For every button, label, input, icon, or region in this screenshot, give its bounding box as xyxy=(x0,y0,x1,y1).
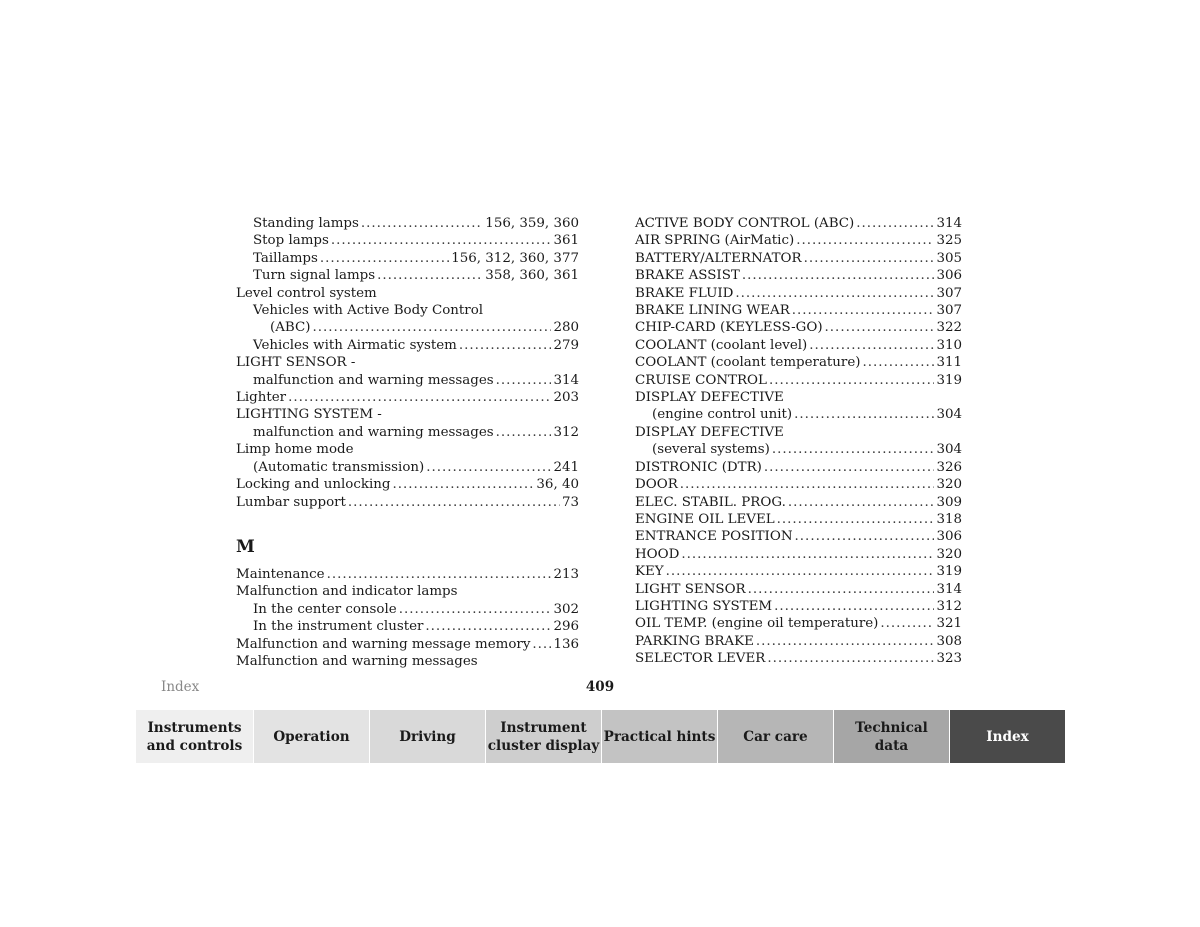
index-entry xyxy=(635,354,962,371)
entry-label: In the center console xyxy=(253,601,397,617)
dot-leader xyxy=(756,633,935,650)
page-number: 409 xyxy=(585,679,615,695)
index-entry xyxy=(236,232,579,249)
dot-leader xyxy=(681,546,934,563)
entry-page-reference[interactable]: 319 xyxy=(936,564,962,580)
entry-label: DOOR xyxy=(635,477,678,493)
dot-leader xyxy=(748,581,935,598)
chapter-tab-practical-hints[interactable] xyxy=(601,710,717,763)
entry-page-reference[interactable]: 302 xyxy=(553,601,579,617)
entry-label: LIGHT SENSOR - xyxy=(236,355,356,371)
entry-page-reference[interactable]: 312 xyxy=(936,598,962,614)
dot-leader xyxy=(327,566,552,583)
index-entry xyxy=(635,337,962,354)
dot-leader xyxy=(794,406,934,423)
dot-leader xyxy=(774,598,934,615)
entry-label: malfunction and warning messages xyxy=(253,424,494,440)
dot-leader xyxy=(735,285,934,302)
entry-label: ACTIVE BODY CONTROL (ABC) xyxy=(635,216,855,231)
index-entry xyxy=(635,215,962,232)
index-column-left xyxy=(236,215,579,670)
entry-page-reference[interactable]: 358, 360, 361 xyxy=(485,268,579,284)
index-entry xyxy=(236,302,579,319)
dot-leader xyxy=(795,528,935,545)
entry-label: malfunction and warning messages xyxy=(253,372,494,388)
entry-page-reference[interactable]: 307 xyxy=(936,285,962,301)
entry-label: Stop lamps xyxy=(253,233,329,249)
entry-label: COOLANT (coolant temperature) xyxy=(635,355,861,371)
entry-page-reference[interactable]: 296 xyxy=(553,619,579,635)
display-messages-list xyxy=(635,215,962,668)
entry-page-reference[interactable]: 314 xyxy=(553,372,579,388)
index-entry xyxy=(635,302,962,319)
entry-page-reference[interactable]: 307 xyxy=(936,303,962,319)
entry-label: Malfunction and warning message memory xyxy=(236,636,531,652)
entry-label: Vehicles with Active Body Control xyxy=(253,303,484,319)
entry-label: Maintenance xyxy=(236,566,325,582)
index-entry xyxy=(635,633,962,650)
entry-page-reference[interactable]: 320 xyxy=(936,477,962,493)
chapter-tab-car-care[interactable] xyxy=(717,710,833,763)
index-list-l xyxy=(236,215,579,511)
dot-leader xyxy=(377,267,483,284)
entry-label: COOLANT (coolant level) xyxy=(635,337,808,353)
entry-page-reference[interactable]: 322 xyxy=(936,320,962,336)
entry-page-reference[interactable]: 156, 359, 360 xyxy=(485,216,579,231)
entry-label: (engine control unit) xyxy=(652,407,793,423)
entry-label: Malfunction and indicator lamps xyxy=(236,584,458,600)
dot-leader xyxy=(788,494,935,511)
entry-page-reference[interactable]: 326 xyxy=(936,459,962,475)
dot-leader xyxy=(880,615,934,632)
index-entry xyxy=(635,372,962,389)
entry-label: DISTRONIC (DTR) xyxy=(635,459,762,475)
entry-page-reference[interactable]: 320 xyxy=(936,546,962,562)
dot-leader xyxy=(792,302,935,319)
entry-label: Malfunction and warning messages xyxy=(236,653,478,669)
footer-section-label: Index xyxy=(161,679,200,695)
entry-label: OIL TEMP. (engine oil temperature) xyxy=(635,616,879,632)
dot-leader xyxy=(862,354,934,371)
entry-label: CHIP-CARD (KEYLESS-GO) xyxy=(635,320,823,336)
index-entry xyxy=(635,511,962,528)
entry-label: LIGHTING SYSTEM xyxy=(635,598,773,614)
index-entry xyxy=(635,441,962,458)
dot-leader xyxy=(399,601,552,618)
index-column-right xyxy=(635,215,962,668)
dot-leader xyxy=(796,232,934,249)
index-entry xyxy=(635,424,962,441)
chapter-tab-label: Instrument cluster display xyxy=(487,719,600,754)
entry-page-reference[interactable]: 280 xyxy=(553,320,579,336)
dot-leader xyxy=(742,267,935,284)
chapter-tab-instruments-and-controls[interactable] xyxy=(136,710,253,763)
chapter-tab-label: Driving xyxy=(399,728,456,745)
dot-leader xyxy=(856,215,934,232)
index-entry xyxy=(635,406,962,423)
entry-label: Taillamps xyxy=(253,250,318,266)
index-entry xyxy=(236,601,579,618)
entry-label: Locking and unlocking xyxy=(236,477,391,493)
entry-label: ENGINE OIL LEVEL xyxy=(635,511,775,527)
entry-label: DISPLAY DEFECTIVE xyxy=(635,390,784,406)
entry-label: ENTRANCE POSITION xyxy=(635,529,793,545)
entry-label: Turn signal lamps xyxy=(253,268,376,284)
entry-page-reference[interactable]: 318 xyxy=(936,511,962,527)
dot-leader xyxy=(767,650,934,667)
index-entry xyxy=(635,285,962,302)
dot-leader xyxy=(331,232,552,249)
index-entry xyxy=(236,250,579,267)
dot-leader xyxy=(459,337,552,354)
entry-page-reference[interactable]: 308 xyxy=(936,633,962,649)
dot-leader xyxy=(804,250,935,267)
chapter-tab-label: Car care xyxy=(743,728,808,745)
entry-page-reference[interactable]: 309 xyxy=(936,494,962,510)
index-entry xyxy=(236,441,579,458)
dot-leader xyxy=(392,476,534,493)
dot-leader xyxy=(348,494,560,511)
dot-leader xyxy=(312,319,551,336)
entry-page-reference[interactable]: 306 xyxy=(936,268,962,284)
entry-page-reference[interactable]: 73 xyxy=(561,494,579,510)
chapter-tab-label: Technical data xyxy=(855,719,928,754)
entry-label: BRAKE LINING WEAR xyxy=(635,303,790,319)
dot-leader xyxy=(772,441,935,458)
chapter-tab-instrument-cluster-display[interactable] xyxy=(485,710,601,763)
entry-page-reference[interactable]: 310 xyxy=(936,337,962,353)
index-entry xyxy=(236,267,579,284)
entry-page-reference[interactable]: 304 xyxy=(936,442,962,458)
entry-page-reference[interactable]: 312 xyxy=(553,424,579,440)
entry-page-reference[interactable]: 279 xyxy=(553,337,579,353)
dot-leader xyxy=(496,424,552,441)
entry-page-reference[interactable]: 213 xyxy=(553,566,579,582)
index-entry xyxy=(236,406,579,423)
index-entry xyxy=(635,389,962,406)
chapter-tab-label: Index xyxy=(986,728,1029,745)
index-entry xyxy=(236,424,579,441)
chapter-tab-label: Operation xyxy=(273,728,350,745)
entry-label: BRAKE ASSIST xyxy=(635,268,740,284)
index-entry xyxy=(236,215,579,232)
entry-label: HOOD xyxy=(635,546,680,562)
index-entry xyxy=(236,389,579,406)
entry-label: AIR SPRING (AirMatic) xyxy=(635,233,795,249)
index-entry xyxy=(236,372,579,389)
entry-label: LIGHT SENSOR xyxy=(635,581,746,597)
dot-leader xyxy=(532,636,551,653)
index-entry xyxy=(236,285,579,302)
entry-page-reference[interactable]: 314 xyxy=(936,216,962,231)
entry-label: KEY xyxy=(635,564,664,580)
index-entry xyxy=(236,476,579,493)
entry-page-reference[interactable]: 156, 312, 360, 377 xyxy=(451,250,579,266)
entry-page-reference[interactable]: 325 xyxy=(936,233,962,249)
entry-page-reference[interactable]: 323 xyxy=(936,651,962,667)
entry-page-reference[interactable]: 136 xyxy=(553,636,579,652)
entry-page-reference[interactable]: 319 xyxy=(936,372,962,388)
entry-label: SELECTOR LEVER xyxy=(635,651,766,667)
entry-label: (Automatic transmission) xyxy=(253,459,425,475)
entry-page-reference[interactable]: 241 xyxy=(553,459,579,475)
entry-page-reference[interactable]: 203 xyxy=(553,390,579,406)
entry-page-reference[interactable]: 314 xyxy=(936,581,962,597)
dot-leader xyxy=(764,459,935,476)
dot-leader xyxy=(769,372,935,389)
entry-label: CRUISE CONTROL xyxy=(635,372,767,388)
entry-label: In the instrument cluster xyxy=(253,619,424,635)
index-entry xyxy=(635,615,962,632)
entry-label: Level control system xyxy=(236,285,377,301)
dot-leader xyxy=(288,389,551,406)
dot-leader xyxy=(320,250,449,267)
index-list-m xyxy=(236,566,579,670)
chapter-tab-driving[interactable] xyxy=(369,710,485,763)
chapter-tab-bar xyxy=(136,710,1065,763)
chapter-tab-index[interactable] xyxy=(949,710,1065,763)
chapter-tab-label: Instruments and controls xyxy=(146,719,243,754)
index-entry xyxy=(236,354,579,371)
index-entry xyxy=(635,250,962,267)
index-entry xyxy=(236,618,579,635)
index-entry xyxy=(635,267,962,284)
entry-page-reference[interactable]: 361 xyxy=(553,233,579,249)
index-entry xyxy=(236,653,579,670)
index-entry xyxy=(236,636,579,653)
index-entry xyxy=(236,494,579,511)
dot-leader xyxy=(666,563,935,580)
entry-label: (ABC) xyxy=(270,320,311,336)
chapter-tab-operation[interactable] xyxy=(253,710,369,763)
dot-leader xyxy=(777,511,935,528)
chapter-tab-label: Practical hints xyxy=(603,728,716,745)
entry-label: LIGHTING SYSTEM - xyxy=(236,407,382,423)
index-entry xyxy=(635,581,962,598)
entry-label: BRAKE FLUID xyxy=(635,285,734,301)
dot-leader xyxy=(809,337,934,354)
entry-page-reference[interactable]: 321 xyxy=(936,616,962,632)
index-entry xyxy=(635,459,962,476)
index-entry xyxy=(236,583,579,600)
index-entry xyxy=(236,566,579,583)
dot-leader xyxy=(496,372,552,389)
index-entry xyxy=(236,337,579,354)
index-entry xyxy=(635,650,962,667)
section-letter: M xyxy=(236,536,255,557)
entry-label: Standing lamps xyxy=(253,216,359,231)
entry-label: BATTERY/ALTERNATOR xyxy=(635,250,802,266)
index-entry xyxy=(635,319,962,336)
entry-label: ELEC. STABIL. PROG. xyxy=(635,494,786,510)
index-entry xyxy=(236,459,579,476)
index-entry xyxy=(635,528,962,545)
index-entry xyxy=(635,232,962,249)
entry-page-reference[interactable]: 36, 40 xyxy=(536,477,579,493)
entry-label: PARKING BRAKE xyxy=(635,633,754,649)
index-entry xyxy=(236,319,579,336)
index-entry xyxy=(635,563,962,580)
index-entry xyxy=(635,476,962,493)
entry-label: Lighter xyxy=(236,390,287,406)
entry-label: DISPLAY DEFECTIVE xyxy=(635,424,784,440)
index-entry xyxy=(635,546,962,563)
entry-label: (several systems) xyxy=(652,442,770,458)
dot-leader xyxy=(680,476,935,493)
entry-page-reference[interactable]: 306 xyxy=(936,529,962,545)
dot-leader xyxy=(425,618,551,635)
dot-leader xyxy=(825,319,935,336)
entry-label: Limp home mode xyxy=(236,442,354,458)
entry-page-reference[interactable]: 305 xyxy=(936,250,962,266)
dot-leader xyxy=(361,215,483,232)
entry-label: Vehicles with Airmatic system xyxy=(253,337,457,353)
chapter-tab-technical-data[interactable] xyxy=(833,710,949,763)
dot-leader xyxy=(426,459,551,476)
entry-label: Lumbar support xyxy=(236,494,346,510)
entry-page-reference[interactable]: 311 xyxy=(936,355,962,371)
entry-page-reference[interactable]: 304 xyxy=(936,407,962,423)
index-entry xyxy=(635,494,962,511)
index-entry xyxy=(635,598,962,615)
